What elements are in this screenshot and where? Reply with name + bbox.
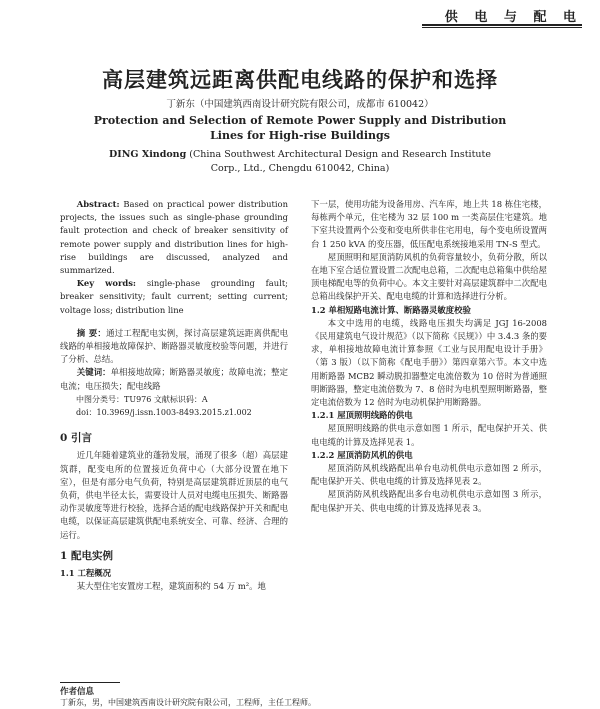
footnote-rule [60,682,120,683]
abstract-en-text: Based on practical power distribution projects, the issues such as single-phase grounding fault protection and check of breaker sensitivity of remote power supply and distribution lines for high-rise buildings are discussed, analyzed and summarized. [60,199,288,276]
tag-char: 供 [444,10,460,25]
abstract-cn-text: 通过工程配电实例，探讨高层建筑远距离供配电线路的单相接地故障保护、断路器灵敏度校验等问题，并进行了分析、总结。 [60,327,289,365]
keywords-cn-label: 关键词： [76,367,111,378]
body-paragraph: 屋顶消防风机线路配出多台电动机供电示意如图 3 所示，配电保护开关、供电电缆的计算及选择见表 3。 [311,489,547,513]
section-heading: 1 配电实例 [60,549,113,562]
header-rule-thin [422,27,582,28]
body-paragraph: 屋顶照明和屋顶消防风机的负荷容量较小，负荷分散，所以在地下室合适位置设置二次配电总箱，二次配电总箱集中供给屋顶电梯配电等的负荷中心。本文主要针对高层建筑群中二次配电总箱出线保护开关、配电电缆的计算和选择进行分析。 [311,251,547,302]
abstract-cn-label: 摘 要： [76,327,107,338]
author-en-affiliation-cont: Corp., Ltd., Chengdu 610042, China) [210,163,390,174]
author-en-affiliation: (China Southwest Architectural Design and Research Institute [186,149,491,160]
keywords-cn [60,366,288,392]
tag-char: 电 [474,10,490,25]
author-line-en [90,148,510,176]
header-rule [422,24,582,26]
title-en-line: Lines for High-rise Buildings [210,129,390,142]
journal-section-tag [441,6,582,25]
tag-char: 电 [562,10,578,25]
right-column [311,198,547,515]
keywords-en [60,277,288,317]
subsection-heading: 1.2 单相短路电流计算、断路器灵敏度校验 [311,304,471,315]
left-column [60,198,288,593]
keywords-en-text: single-phase grounding fault; breaker sensitivity; fault current; setting current; voltage loss; distribution line [60,278,289,315]
author-info-text: 丁新东，男，中国建筑西南设计研究院有限公司，工程师，主任工程师。 [60,698,316,707]
author-en-name: DING Xindong [109,149,187,160]
author-info-heading: 作者信息 [60,687,95,697]
keywords-en-label: Key words: [76,278,137,289]
doi-line: doi：10.3969/j.issn.1003-8493.2015.z1.002 [76,408,252,418]
abstract-en [60,198,288,277]
author-en-line [90,148,510,162]
subsection-heading: 1.2.2 屋顶消防风机的供电 [311,449,413,460]
tag-char: 与 [503,10,519,25]
body-paragraph: 下一层，使用功能为设备用房、汽车库，地上共 18 栋住宅楼，每栋两个单元，住宅楼为 32 层 100 m 一类高层住宅建筑。地下室共设置两个公变和变电所供非住宅用电，每个变电所设置两台 1 250 kVA 的变压器，低压配电系统接地采用 TN-S 型式。 [311,199,547,249]
author-line-cn: 丁新东（中国建筑西南设计研究院有限公司，成都市 610042） [166,99,434,110]
section-heading: 0 引言 [60,432,92,445]
body-paragraph: 屋顶照明线路的供电示意如图 1 所示，配电保护开关、供电电缆的计算及选择见表 1。 [311,423,547,447]
body-paragraph: 本文中选用的电缆，线路电压损失均满足 JGJ 16-2008《民用建筑电气设计规范》（以下简称《民规》）中 3.4.3 条的要求，单相接地故障电流计算参照《工业与民用配电设计手册》（第 3 版）（以下简称《配电手册》）第四章第六节。本文中选用断路器 MCB2 瞬动脱扣器整定电流倍数为 10 倍时为普通照明断路器，整定电流倍数为 7、8 倍时为电机型照明断路器，整定电流倍数为 12 倍时为电动机保护用断路器。 [311,317,547,408]
subsection-heading: 1.1 工程概况 [60,568,111,579]
body-paragraph: 屋顶消防风机线路配出单台电动机供电示意如图 2 所示，配电保护开关、供电电缆的计算及选择见表 2。 [311,463,547,487]
tag-char: 配 [533,10,549,25]
clc-line: 中图分类号：TU976 文献标识码：A [76,394,208,404]
subsection-heading: 1.2.1 屋顶照明线路的供电 [311,410,413,421]
body-paragraph: 某大型住宅安置房工程，建筑面积约 54 万 m²。地 [76,581,266,592]
body-paragraph: 近几年随着建筑业的蓬勃发展，涌现了很多（超）高层建筑群，配变电所的位置接近负荷中心（大部分设置在地下室），但是有部分电气负荷，特别是高层建筑群近顶层的电气负荷，供电半径太长，需要设计人员对电缆电压损失、断路器动作灵敏度等进行校验，选择合适的配电线路保护开关和配电电缆，以保证高层建筑供配电系统安全、可靠、经济、合理的运行。 [60,450,288,540]
title-en-line: Protection and Selection of Remote Power Supply and Distribution [93,114,507,127]
abstract-en-label: Abstract: [76,199,120,209]
abstract-cn [60,327,288,367]
keywords-cn-text: 单相接地故障；断路器灵敏度；故障电流；整定电流；电压损失；配电线路 [60,367,289,391]
paper-title-cn: 高层建筑远距离供配电线路的保护和选择 [102,67,498,92]
paper-title-en [80,113,520,143]
